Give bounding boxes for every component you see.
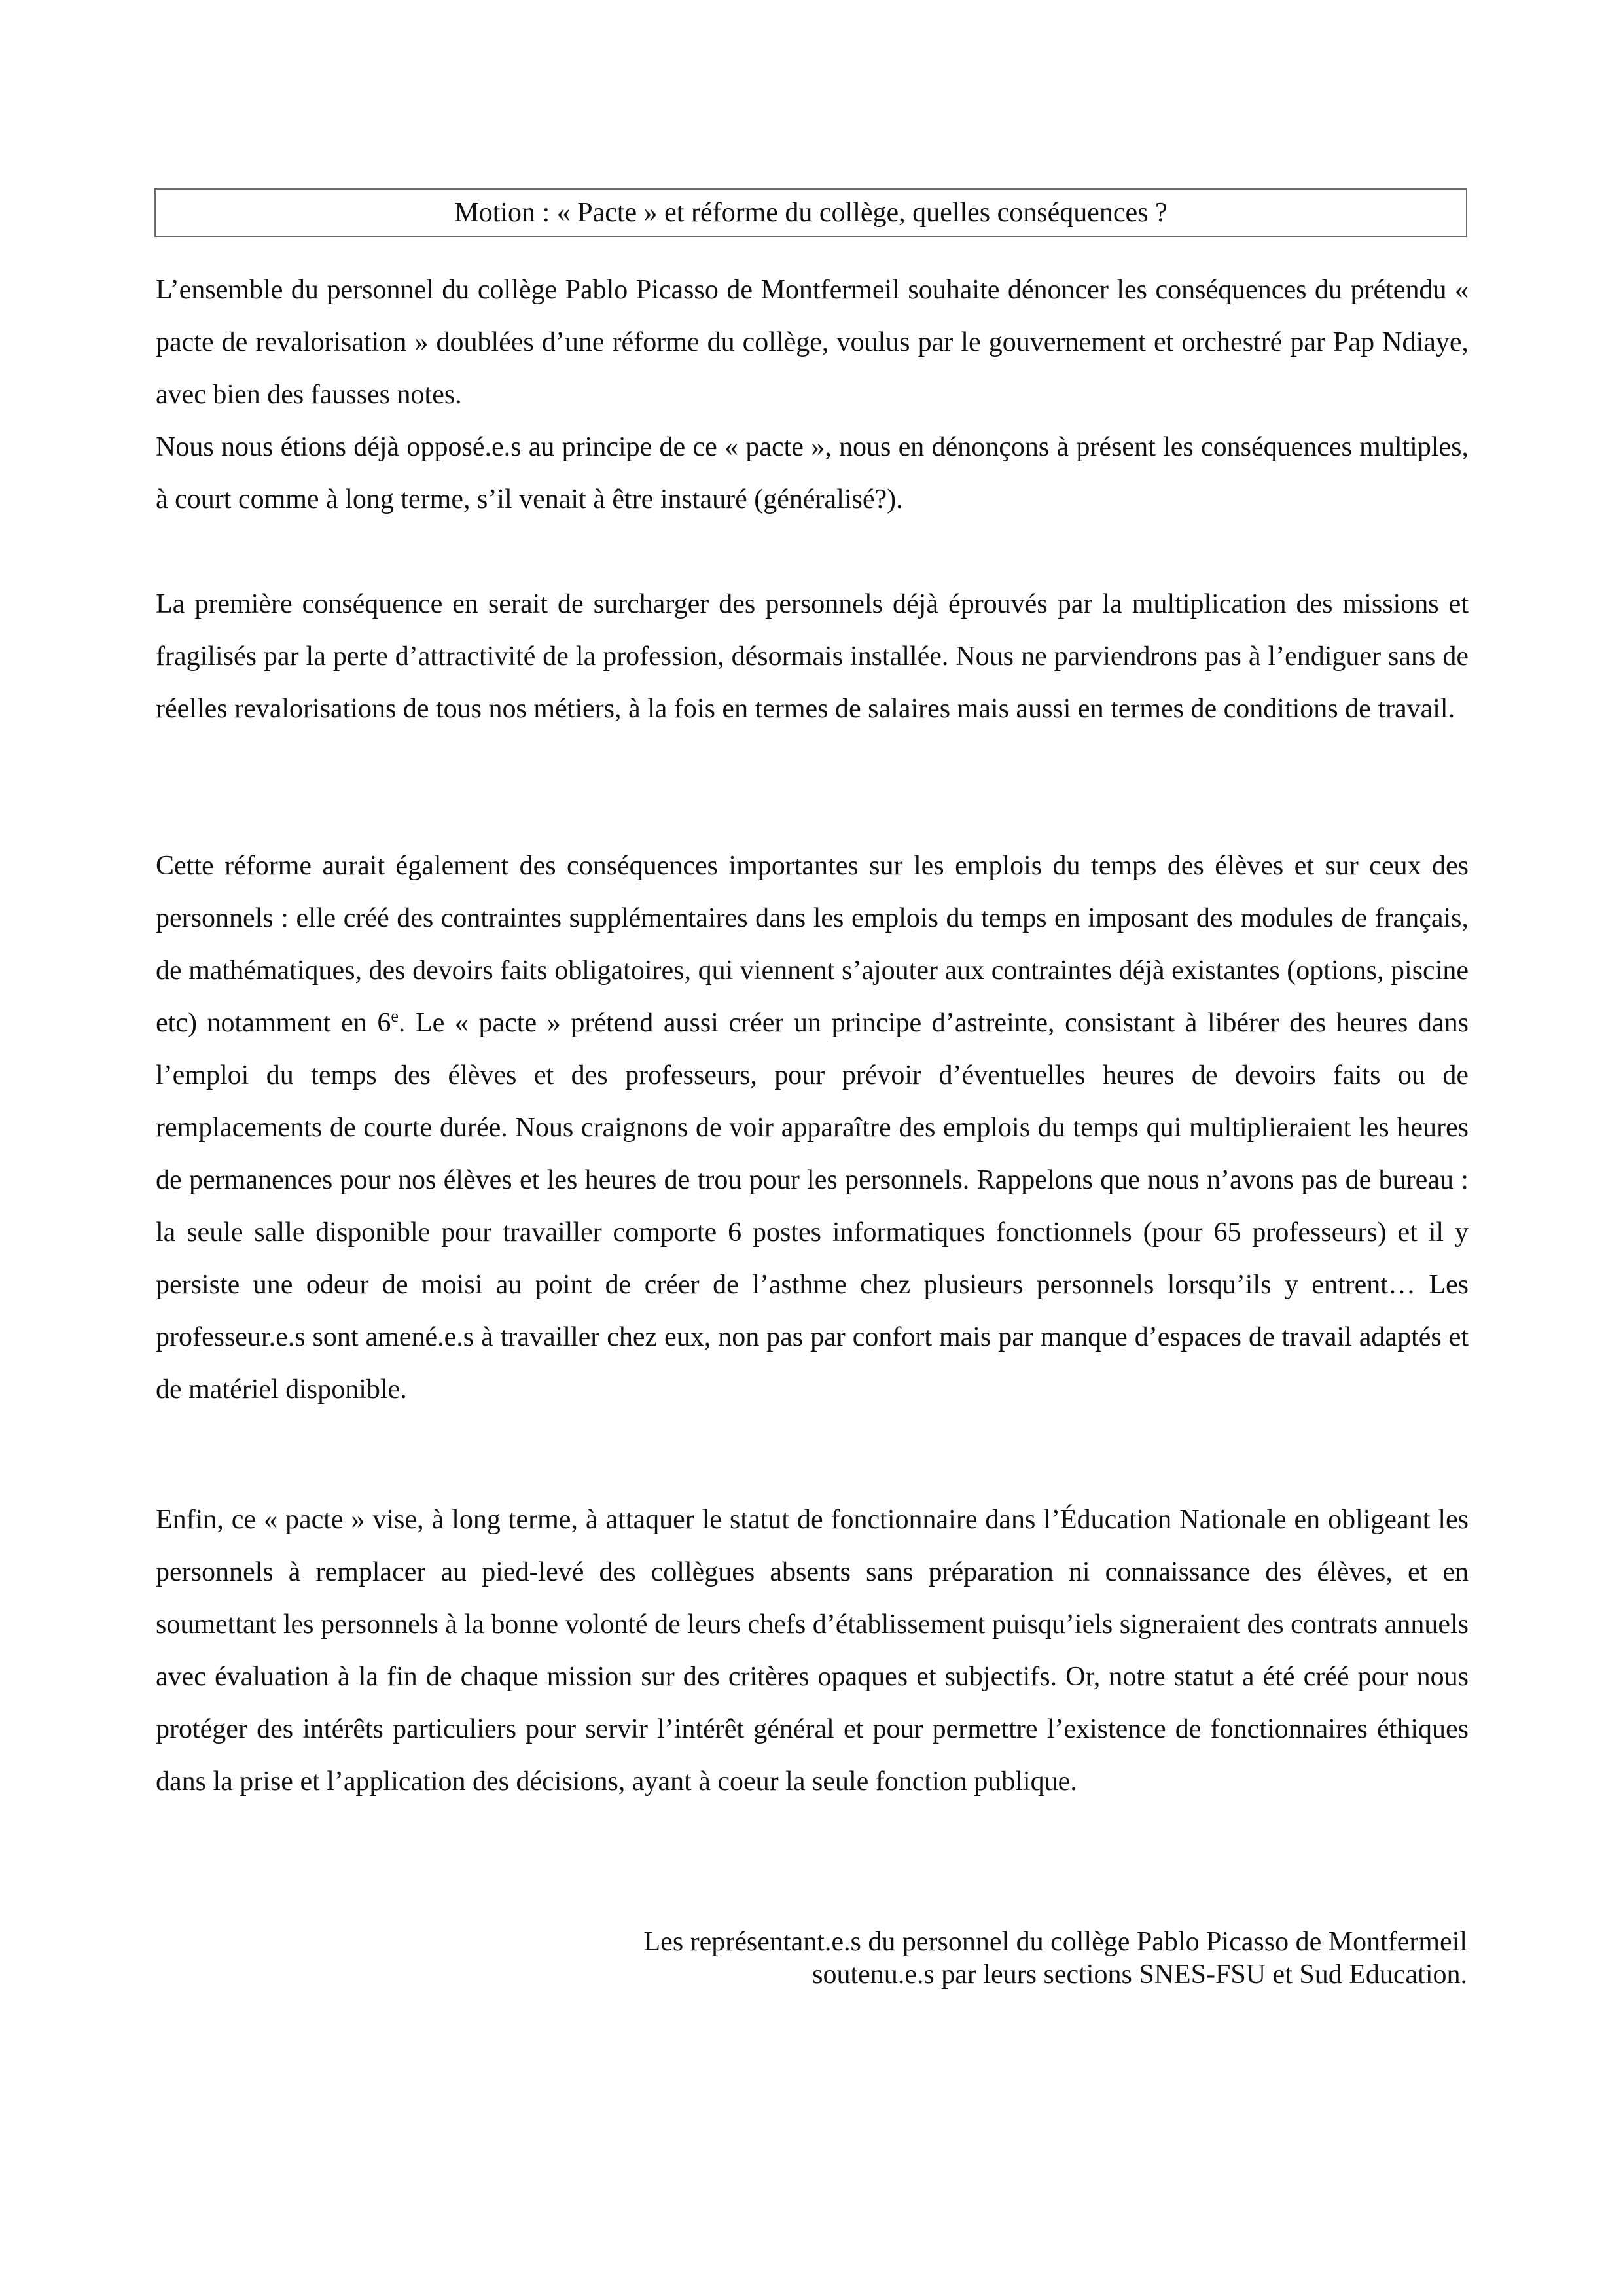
paragraph-schedules-part-b: . Le « pacte » prétend aussi créer un principe d’astreinte, consistant à libérer des heures dans l’emploi du temps des élèves et des professeurs, pour prévoir d’éventuelles heures de devoirs faits ou de remplacements de courte durée. Nous craignons de voir apparaître des emplois du temps qui multiplieraient les heures de permanences pour nos élèves et les heures de trou pour les personnels. Rappelons que nous n’avons pas de bureau : la seule salle disponible pour travailler comporte 6 postes informatiques fonctionnels (pour 65 professeurs) et il y persiste une odeur de moisi au point de créer de l’asthme chez plusieurs personnels lorsqu’ils y entrent… Les professeur.e.s sont amené.e.s à travailler chez eux, non pas par confort mais par manque d’espaces de travail adaptés et de matériel disponible. bbox=[156, 1008, 1469, 1405]
signature-line-2: soutenu.e.s par leurs sections SNES-FSU et Sud Education. bbox=[812, 1960, 1467, 1990]
paragraph-intro bbox=[156, 264, 1469, 526]
title-box bbox=[154, 188, 1467, 237]
paragraph-intro-continuation: Nous nous étions déjà opposé.e.s au principe de ce « pacte », nous en dénonçons à présent les conséquences multiples, à court comme à long terme, s’il venait à être instauré (généralisé?). bbox=[156, 432, 1469, 514]
paragraph-intro-text: L’ensemble du personnel du collège Pablo Picasso de Montfermeil souhaite dénoncer les conséquences du prétendu « pacte de revalorisation » doublées d’une réforme du collège, voulus par le gouvernement et orchestré par Pap Ndiaye, avec bien des fausses notes. bbox=[156, 275, 1469, 410]
paragraph-schedules bbox=[156, 840, 1469, 1416]
document-title: Motion : « Pacte » et réforme du collège, quelles conséquences ? bbox=[454, 198, 1168, 228]
paragraph-schedules-part-a: Cette réforme aurait également des conséquences importantes sur les emplois du temps des élèves et sur ceux des personnels : elle créé des contraintes supplémentaires dans les emplois du temps en imposant des modules de français, de mathématiques, des devoirs faits obligatoires, qui viennent s’ajouter aux contraintes déjà existantes (options, piscine etc) notamment en 6 bbox=[156, 851, 1469, 1038]
ordinal-superscript: e bbox=[391, 1007, 399, 1026]
signature-line-1: Les représentant.e.s du personnel du collège Pablo Picasso de Montfermeil bbox=[643, 1927, 1467, 1957]
paragraph-first-consequence: La première conséquence en serait de surcharger des personnels déjà éprouvés par la multiplication des missions et fragilisés par la perte d’attractivité de la profession, désormais installée. Nous ne parviendrons pas à l’endiguer sans de réelles revalorisations de tous nos métiers, à la fois en termes de salaires mais aussi en termes de conditions de travail. bbox=[156, 589, 1469, 724]
paragraph-status: Enfin, ce « pacte » vise, à long terme, à attaquer le statut de fonctionnaire dans l’Éducation Nationale en obligeant les personnels à remplacer au pied-levé des collègues absents sans préparation ni connaissance des élèves, et en soumettant les personnels à la bonne volonté de leurs chefs d’établissement puisqu’iels signeraient des contrats annuels avec évaluation à la fin de chaque mission sur des critères opaques et subjectifs. Or, notre statut a été créé pour nous protéger des intérêts particuliers pour servir l’intérêt général et pour permettre l’existence de fonctionnaires éthiques dans la prise et l’application des décisions, ayant à coeur la seule fonction publique. bbox=[156, 1505, 1469, 1797]
